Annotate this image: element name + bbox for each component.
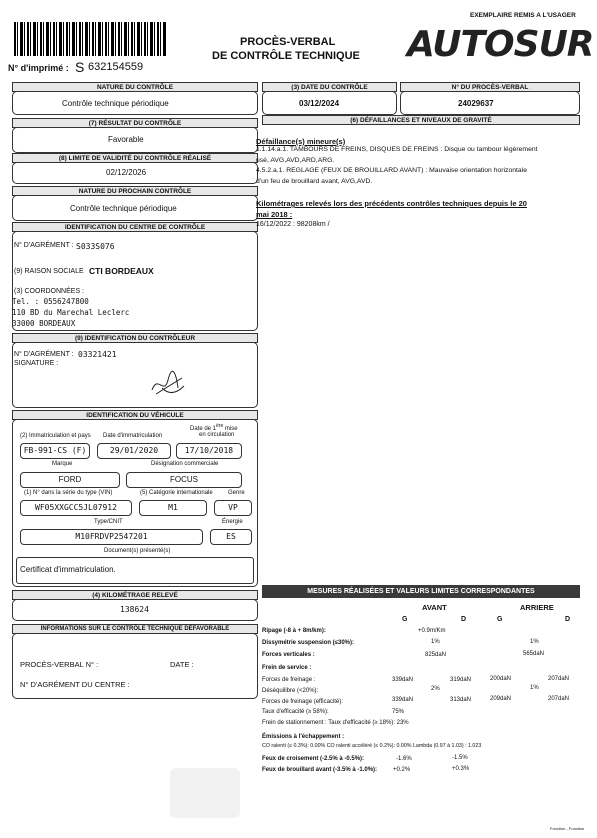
rear-label: ARRIERE bbox=[520, 603, 554, 612]
type-label: Type/CNIT bbox=[94, 519, 123, 525]
efficiency-forces-label: Forces de freinage (efficacité): bbox=[262, 699, 343, 705]
copy-label: EXEMPLAIRE REMIS A L'USAGER bbox=[470, 12, 576, 19]
center-agrement: S033S076 bbox=[76, 242, 115, 251]
stamp-area bbox=[170, 768, 240, 818]
coordinates-label: (3) COORDONNÉES : bbox=[14, 288, 85, 295]
footer-text: Fonction - Fonction bbox=[550, 826, 585, 831]
efficiency-front-d: 313daN bbox=[450, 697, 472, 703]
category-label: (5) Catégorie internationale bbox=[140, 490, 213, 496]
unfavorable-pv-label: PROCÈS-VERBAL N° : bbox=[20, 660, 99, 669]
dipped-beam-front: -1.6% bbox=[396, 756, 412, 762]
measures-header: MESURES RÉALISÉES ET VALEURS LIMITES CORRESPONDANTES bbox=[262, 585, 580, 598]
validity-value: 02/12/2026 bbox=[106, 168, 147, 177]
controller-agrement: 03321421 bbox=[78, 350, 117, 359]
defects-header: (6) DÉFAILLANCES ET NIVEAUX DE GRAVITÉ bbox=[262, 115, 580, 125]
center-phone: Tel. : 0556247800 bbox=[12, 297, 89, 306]
minor-defects-title: Défaillance(s) mineure(s) bbox=[256, 137, 346, 146]
printed-number: 632154559 bbox=[88, 61, 144, 73]
next-control-value: Contrôle technique périodique bbox=[70, 204, 177, 213]
ripage-value: +0.9m/Km bbox=[418, 628, 446, 634]
efficiency-front-g: 339daN bbox=[392, 697, 414, 703]
service-brake-label: Frein de service : bbox=[262, 665, 312, 671]
front-label: AVANT bbox=[422, 603, 447, 612]
type-field: M10FRDVP2547201 bbox=[20, 529, 203, 545]
center-agrement-label: N° D'AGRÉMENT : bbox=[14, 242, 74, 249]
unfavorable-header: INFORMATIONS SUR LE CONTRÔLE TECHNIQUE DÉFAVORABLE bbox=[12, 624, 258, 634]
unfavorable-date-label: DATE : bbox=[170, 660, 194, 669]
fog-lights-label: Feux de brouillard avant (-3.5% à -1.0%): bbox=[262, 767, 378, 773]
center-header: IDENTIFICATION DU CENTRE DE CONTRÔLE bbox=[12, 222, 258, 232]
defect-line-4: d'un feu de brouillard avant, AVG,AVD. bbox=[256, 178, 373, 185]
brake-force-rear-g: 200daN bbox=[490, 676, 512, 682]
dissymmetry-label: Dissymétrie suspension (≤30%): bbox=[262, 640, 354, 646]
fog-lights-rear: +0.3% bbox=[452, 766, 470, 772]
front-d-label: D bbox=[461, 616, 467, 623]
printed-number-prefix: S bbox=[75, 59, 85, 75]
km-history-title-2: mai 2018 : bbox=[256, 210, 293, 219]
controller-agrement-label: N° D'AGRÉMENT : bbox=[14, 351, 74, 358]
imbalance-front: 2% bbox=[431, 686, 440, 692]
vehicle-header: IDENTIFICATION DU VÉHICULE bbox=[12, 410, 258, 420]
defect-line-1: 1.1.14.a.1. TAMBOURS DE FREINS, DISQUES DE FREINS : Disque ou tambour légèrement bbox=[256, 146, 538, 153]
barcode bbox=[14, 22, 166, 56]
energy-field: ES bbox=[210, 529, 252, 545]
vertical-forces-label: Forces verticales : bbox=[262, 652, 315, 658]
rear-g-label: G bbox=[497, 616, 503, 623]
energy-label: Énergie bbox=[222, 519, 243, 525]
controller-header: (9) IDENTIFICATION DU CONTRÔLEUR bbox=[12, 333, 258, 343]
docs-label: Document(s) présenté(s) bbox=[104, 548, 171, 554]
pv-title-line2: DE CONTRÔLE TECHNIQUE bbox=[212, 50, 360, 62]
unfavorable-agrement-label: N° D'AGRÉMENT DU CENTRE : bbox=[20, 680, 130, 689]
brake-forces-label: Forces de freinage : bbox=[262, 677, 316, 683]
pv-title-line1: PROCÈS-VERBAL bbox=[240, 36, 336, 48]
signature-label: SIGNATURE : bbox=[14, 360, 59, 367]
emissions-values: CO ralenti (≤ 0.3%): 0.00% CO ralenti accéléré (≤ 0.2%): 0.00% Lambda (0.97 à 1.03) : 1.023 bbox=[262, 743, 482, 749]
immat-label: (2) Immatriculation et pays bbox=[20, 433, 91, 439]
date-value: 03/12/2024 bbox=[299, 99, 340, 108]
first-reg-field: 29/01/2020 bbox=[97, 443, 171, 459]
efficiency-rate-label: Taux d'efficacité (≥ 58%): bbox=[262, 709, 329, 715]
pv-number-header: N° DU PROCÈS-VERBAL bbox=[400, 82, 580, 92]
dipped-beam-label: Feux de croisement (-2.5% à -0.5%): bbox=[262, 756, 365, 762]
raison-label: (9) RAISON SOCIALE bbox=[14, 268, 84, 275]
mileage-header: (4) KILOMÉTRAGE RELEVÉ bbox=[12, 590, 258, 600]
category-field: M1 bbox=[139, 500, 207, 516]
result-value: Favorable bbox=[108, 135, 144, 144]
dissymmetry-rear: 1% bbox=[530, 639, 539, 645]
center-address-1: 110 BD du Marechal Leclerc bbox=[12, 308, 130, 317]
date-header: (3) DATE DU CONTRÔLE bbox=[262, 82, 397, 92]
front-g-label: G bbox=[402, 616, 408, 623]
defect-line-3: 4.5.2.a.1. REGLAGE (FEUX DE BROUILLARD AVANT) : Mauvaise orientation horizontale bbox=[256, 167, 527, 174]
nature-value: Contrôle technique périodique bbox=[62, 99, 169, 108]
rear-d-label: D bbox=[565, 616, 571, 623]
fog-lights-front: +0.2% bbox=[393, 767, 411, 773]
vin-field: WF05XXGCC5JL07912 bbox=[20, 500, 132, 516]
defect-line-2: usé, AVG,AVD,ARD,ARG. bbox=[256, 157, 335, 164]
brand-label: Marque bbox=[52, 461, 73, 467]
raison-value: CTI BORDEAUX bbox=[89, 266, 154, 276]
imbalance-rear: 1% bbox=[530, 685, 539, 691]
first-circ-field: 17/10/2018 bbox=[176, 443, 242, 459]
vertical-forces-front: 825daN bbox=[425, 652, 447, 658]
brake-force-rear-d: 207daN bbox=[548, 676, 570, 682]
dipped-beam-rear: -1.5% bbox=[452, 755, 468, 761]
brake-force-front-d: 319daN bbox=[450, 677, 472, 683]
first-reg-label: Date d'immatriculation bbox=[103, 433, 163, 439]
vin-label: (1) N° dans la série du type (VIN) bbox=[24, 490, 113, 496]
genre-field: VP bbox=[214, 500, 252, 516]
immat-field: FB-991-CS (F) bbox=[20, 443, 90, 459]
emissions-label: Émissions à l'échappement : bbox=[262, 734, 345, 740]
vertical-forces-rear: 565daN bbox=[523, 651, 545, 657]
nature-header: NATURE DU CONTRÔLE bbox=[12, 82, 258, 92]
validity-header: (8) LIMITE DE VALIDITÉ DU CONTRÔLE RÉALISÉ bbox=[12, 153, 258, 163]
first-circ-label: Date de 1ère mise bbox=[190, 423, 238, 432]
pv-number-value: 24029637 bbox=[458, 99, 494, 108]
first-circ-label-2: en circulation bbox=[199, 432, 235, 438]
brand-field: FORD bbox=[20, 472, 120, 488]
brake-force-front-g: 339daN bbox=[392, 677, 414, 683]
printed-number-label: N° d'imprimé : bbox=[8, 63, 69, 73]
km-history-entry: 16/12/2022 : 98208km / bbox=[256, 221, 330, 228]
dissymmetry-front: 1% bbox=[431, 639, 440, 645]
efficiency-rate: 75% bbox=[392, 709, 405, 715]
genre-label: Genre bbox=[228, 490, 245, 496]
ripage-label: Ripage (-8 à + 8m/km): bbox=[262, 628, 326, 634]
result-header: (7) RÉSULTAT DU CONTRÔLE bbox=[12, 118, 258, 128]
next-control-header: NATURE DU PROCHAIN CONTRÔLE bbox=[12, 186, 258, 196]
efficiency-rear-d: 207daN bbox=[548, 696, 570, 702]
center-address-2: 33000 BORDEAUX bbox=[12, 319, 76, 328]
km-history-title-1: Kilométrages relevés lors des précédents contrôles techniques depuis le 20 bbox=[256, 199, 527, 208]
imbalance-label: Déséquilibre (<20%): bbox=[262, 688, 319, 694]
docs-value: Certificat d'immatriculation. bbox=[20, 565, 116, 574]
efficiency-rear-g: 209daN bbox=[490, 696, 512, 702]
model-field: FOCUS bbox=[126, 472, 242, 488]
model-label: Désignation commerciale bbox=[151, 461, 219, 467]
autosur-logo: AUTOSUR bbox=[407, 24, 594, 65]
mileage-value: 138624 bbox=[120, 605, 149, 614]
parking-brake: Frein de stationnement : Taux d'efficacité (≥ 18%): 23% bbox=[262, 720, 409, 726]
signature-scribble bbox=[148, 370, 188, 400]
